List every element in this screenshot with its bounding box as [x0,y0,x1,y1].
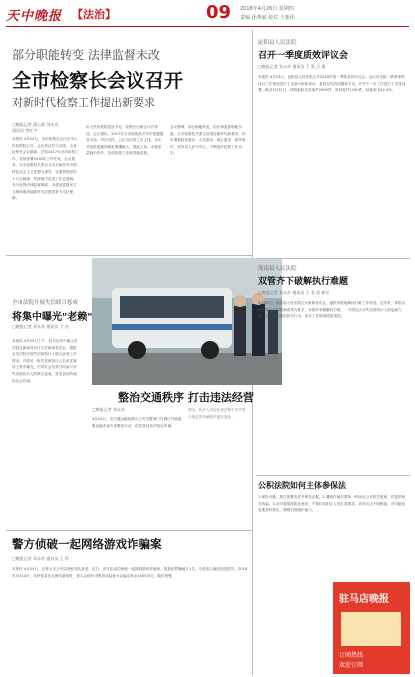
ad-line-1: 订阅热线 [339,652,364,659]
right-2-kicker: 汝南县人民法院 [258,266,297,272]
left-story-byline: □晚报记者 刘永奇 通讯员 于 洁 [12,324,69,329]
lead-kicker: 部分职能转变 法律监督未改 [12,48,160,62]
page-number: 09 [206,2,232,23]
lead-body-col-1: 本报讯 4月24日，全市检察长会议在市人民检察院召开。会议传达学习全国、全省检察长会议精神，总结2017年全市检察工作，安排部署2018年工作任务。会议要求，全市检察机关要以习近平新时代中国特色社会主义思想为指导，全面贯彻党的十九大精神，坚持稳中求进工作总基调，充分发挥法律监督职能，为建设富强民主文明和谐美丽新驻马店提供有力司法保障。 [12,137,79,201]
photo-headline: 整治交通秩序 打击违法经营 [118,391,254,404]
bottom-story-byline: □晚报记者 刘永奇 通讯员 王 科 [12,556,69,561]
right-divider-1 [256,258,410,259]
editor-credit: 责编 孙秀丽 校对 王新伟 [240,15,295,21]
right-1-headline: 召开一季度质效评议会 [258,51,349,61]
lead-byline-correspondent: 通讯员 李红宇 [12,128,38,133]
newspaper-logo: 天中晚报 [6,9,63,24]
masthead [0,0,415,30]
news-photo [92,258,282,385]
right-2-body: 4月24日，汝南县人民法院召开新闻发布会，通报该院破解执行难工作情况。近年来，该院以深化执行体制机制改革为抓手，多措并举破解执行难，一方面加大对失信被执行人的惩戒力度，另一方面规范执行行为，执行工作取得明显成效。 [258,301,406,319]
lead-byline [12,122,80,134]
masthead-rule [6,26,409,27]
ad-title: 驻马店晚报 [339,594,389,605]
section-tag: 【法治】 [72,8,116,21]
right-divider-2 [256,475,410,476]
left-story-headline: 将集中曝光"老赖" [12,312,93,323]
bottom-divider [6,530,252,531]
left-story-body: 本报讯 4月25日上午，驻马店市中级人民法院在新闻发布厅召开新闻发布会，通报全市法院开展失信被执行人联合惩戒工作情况，并将对一批失信被执行人名单在媒体上集中曝光，引导社会各界共同参与对失信被执行人的联合惩戒，营造良好的诚信社会环境。 [12,339,78,383]
ad-image [341,612,401,646]
issue-date: 2018年4月26日 星期四 [240,6,294,12]
lead-byline-reporter: □晚报记者 潘云霞 刘永奇 [12,122,59,127]
right-1-byline: □晚报记者 刘永奇 通讯员 王 强 吕 璞 [258,64,326,69]
advertisement [333,582,410,674]
section-divider [6,255,252,256]
right-1-kicker: 泌阳县人民法院 [258,40,297,46]
bottom-story-body: 本报讯 4月24日，记者从市公安局刑侦支队获悉，近日，该支队成功侦破一起网络游戏诈骗案，抓获犯罪嫌疑人1名，为受害人挽回经济损失。2018年3月14日，市民张某在玩网络游戏时，被人以低价出售游戏装备为由骗走现金1000余元，随后报警。 [12,567,248,578]
bottom-story-headline: 警方侦破一起网络游戏诈骗案 [12,537,162,551]
left-story-kicker: 全市法院开展失信联合惩戒 [12,300,79,306]
photo-byline: □晚报记者 刘永奇 [92,407,126,412]
traffic-enforcement-photo [92,258,282,385]
right-2-byline: □晚报记者 刘永奇 通讯员 王 金 雷 新民 [258,290,330,295]
lead-body-col-2: 市人民检察院党组书记、检察长出席会议并讲话。会议指出，2017年全市检察机关牢牢把握服务大局、司法为民、公正司法的工作主线，全年共批准逮捕刑事犯罪嫌疑人，提起公诉，办案质量稳中有升，各项检察工作取得新进展。 [86,125,164,156]
right-1-body: 本报讯 4月23日，泌阳县人民法院召开2018年第一季度质效评议会，会议对全院一季度审判执行工作情况进行了全面分析和讲评，查找存在的问题和不足，并对下一步工作进行了安排部署。截至3月31日，该院新收各类案件2900件，审结案件1230件，结案率为42.4%。 [258,75,406,93]
lead-subhead: 对新时代检察工作提出新要求 [12,96,155,109]
lead-body-col-3: 会议强调，部分职能转变，但法律监督职能未改。全市检察机关要主动适应新时代新要求，切实增强政治意识、大局意识、核心意识、看齐意识，坚持以人民为中心，不断提升检察工作水平。 [170,125,246,156]
right-3-body: 1.保持冷静，拨打报警电话并保存证据。2.遭到诈骗后要第一时间向公安机关报案，并提供相关线索。3.平时要提高防范意识，不要轻信陌生人的汇款要求，切勿点击不明链接，对可疑信息要及时核实，增强自我保护能力。 [258,495,406,513]
photo-story-body: 4月24日，市交通运输局联合公安交警部门在城区开展道路运输市场专项整治行动，依法查处非法营运车辆。 [92,417,182,428]
right-3-headline: 公积法院如何主体参保法 [258,481,346,490]
lead-headline: 全市检察长会议召开 [12,70,184,92]
ad-line-2: 欢迎订阅 [339,662,364,669]
right-2-headline: 双管齐下破解执行难题 [258,277,349,287]
right-3-body-continued [258,582,330,674]
photo-caption: 图为：执法人员在检查过程中对不符合规定的车辆依法进行查处。 [188,408,246,419]
